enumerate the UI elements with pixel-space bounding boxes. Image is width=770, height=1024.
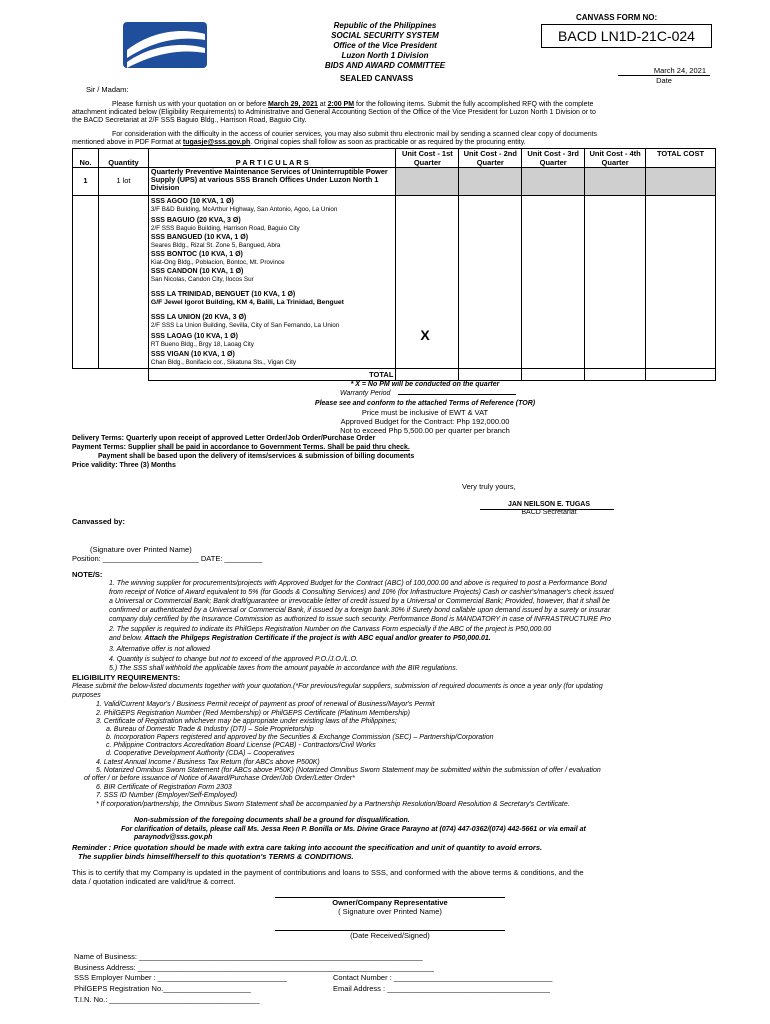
eligibility-intro-line-2: purposes	[72, 692, 101, 699]
canvassed-by-label: Canvassed by:	[72, 517, 125, 526]
org-line-5: BIDS AND AWARD COMMITTEE	[324, 61, 446, 70]
branch-name: SSS LA TRINIDAD, BENGUET (10 KVA, 1 Ø)	[150, 291, 296, 298]
owner-representative-label: Owner/Company Representative	[332, 898, 448, 907]
intro-line-2: attachment indicated below (Eligibility Requirements) to Administrative and General Accounting Section of the Office of the Vice President for Luzon North 1 Division or to	[72, 109, 596, 116]
reminder-line-1: Reminder : Price quotation should be made with extra care taking into account the specification and unit of quantity to avoid errors.	[72, 843, 543, 852]
table-header-row	[73, 149, 716, 168]
eligibility-item: 2. PhilGEPS Registration Number (Red Membership) or PhilGEPS Certificate (Platinum Membership)	[96, 710, 410, 717]
branch-address: 2/F SSS Baguio Building, Harrison Road, Baguio City	[150, 225, 300, 232]
branch-name: SSS AGOO (10 KVA, 1 Ø)	[150, 198, 234, 205]
certify-line-1: This is to certify that my Company is updated in the payment of contributions and loans to SSS, and conformed with the above terms & conditions, and the	[72, 868, 584, 877]
eligibility-subitem: b. Incorporation Papers registered and approved by the Securities & Exchange Commission (SEC) – Partnership/Corporation	[106, 734, 494, 741]
clarification-note: For clarification of details, please call Ms. Jessa Reen P. Bonilla or Ms. Divine Grace Parayno at (074) 447-0362/(074) 442-5661 or via email at	[121, 826, 586, 833]
warranty-label: Warranty Period	[340, 390, 391, 397]
intro-text: . Original copies shall follow as soon as practicable or as required by the procuring entity.	[250, 139, 526, 146]
q1-total-cell[interactable]	[396, 369, 459, 381]
branch-name: SSS BAGUIO (20 KVA, 3 Ø)	[150, 217, 241, 224]
business-address-field[interactable]: Business Address: _______________________________________________________________________	[74, 963, 434, 972]
org-line-3: Office of the Vice President	[333, 41, 437, 50]
note-5: 5.) The SSS shall withhold the applicable taxes from the amount payable in accordance with the BIR regulations.	[109, 665, 458, 672]
branch-address: San Nicolas, Candon City, Ilocos Sur	[150, 276, 254, 283]
eligibility-item: 7. SSS ID Number (Employer/Self-Employed)	[96, 792, 238, 799]
eligibility-item-continued: of offer / or before issuance of Notice of Award/Purchase Order/Job Order/Letter Order*	[84, 775, 355, 782]
sss-logo	[123, 22, 207, 68]
exceed-note: Not to exceed Php 5,500.00 per quarter per branch	[340, 426, 510, 435]
intro-text: for the following items. Submit the fully accomplished RFQ with the complete	[354, 101, 594, 108]
eligibility-item: 3. Certificate of Registration whichever may be appropriate under existing laws of the Philippines;	[96, 718, 397, 725]
org-line-1: Republic of the Philippines	[333, 21, 437, 30]
intro-text: at	[317, 101, 328, 108]
branch-address: Kiat-Ong Bldg., Poblacion, Bontoc, Mt. Province	[150, 259, 285, 266]
total-cost-cell[interactable]	[646, 168, 716, 196]
sss-logo-icon	[123, 22, 207, 68]
note-1-line-1: 1. The winning supplier for procurements/projects with Approved Budget for the Contract (ABC) of 100,000.00 and above is required to post a Performance Bond	[109, 580, 607, 587]
branch-name: SSS LA UNION (20 KVA, 3 Ø)	[150, 314, 247, 321]
intro-paragraph-2: For consideration with the difficulty in the access of courier services, you may also submit thru electronic mail by sending a scanned clear copy of documents	[112, 131, 598, 138]
empty-cell	[73, 196, 99, 369]
col-q1-header: Unit Cost - 1st Quarter	[396, 149, 459, 168]
eligibility-item: 5. Notarized Omnibus Sworn Statement (for ABCs above P50K) (Notarized Omnibus Sworn Statement may be submitted within the submission of offer / evaluation	[96, 767, 601, 774]
signatory-title: BACD Secretariat	[521, 509, 577, 516]
eligibility-subitem: d. Cooperative Development Authority (CDA) – Cooperatives	[106, 750, 295, 757]
q2-cost-cell[interactable]	[459, 168, 522, 196]
note-1-line-4: confirmed or authenticated by a Universal or Commercial Bank, if issued by a foreign bank.30% if Surety bond callable upon demand issued by a surety or insurar	[109, 607, 611, 614]
email-address-field[interactable]: Email Address : _______________________________________	[333, 984, 550, 993]
deadline-time: 2:00 PM	[327, 101, 355, 108]
col-no-header: No.	[73, 149, 99, 168]
note-1-line-5: company duly certified by the Insurance Commission as authorized to issue such security. Performance Bond is MANDATORY in case of INFRASTRUCTURE Pro	[109, 616, 611, 623]
payment-basis: Payment shall be based upon the delivery of items/services & submission of billing documents	[98, 453, 415, 460]
note-4: 4. Quantity is subject to change but not to exceed of the approved P.O./J.O./L.O.	[109, 656, 358, 663]
payment-terms-detail: shall be paid in accordance to Government Terms. Shall be paid thru check.	[157, 444, 410, 451]
philgeps-requirement: Attach the Philgeps Registration Certificate if the project is with ABC equal and/or greater to P50,000.01.	[144, 635, 491, 642]
intro-text: Please furnish us with your quotation on or before	[112, 101, 269, 108]
eligibility-subitem: a. Bureau of Domestic Trade & Industry (DTI) – Sole Proprietorship	[106, 726, 314, 733]
eligibility-item: * If corporation/partnership, the Omnibus Sworn Statement shall be accompanied by a Partnership Resolution/Board Resolution & Secretary's Certificate.	[96, 801, 570, 808]
intro-paragraph-1	[112, 101, 593, 109]
name-of-business-field[interactable]: Name of Business: ____________________________________________________________________	[74, 952, 423, 961]
q2-total-cell[interactable]	[459, 369, 522, 381]
notes-heading: NOTE/S:	[72, 570, 103, 579]
q3-cost-cell[interactable]	[522, 168, 585, 196]
note-1-line-2: from receipt of Notice of Award equivalent to 5% (for Goods & Consulting Services) and 10% (for Infrastructure Projects) Cash or cashier's/manager's check issued	[109, 589, 614, 596]
delivery-terms: Delivery Terms: Quarterly upon receipt of approved Letter Order/Job Order/Purchase Order	[72, 435, 376, 442]
item-quantity: 1 lot	[98, 168, 148, 196]
item-number: 1	[73, 168, 99, 196]
canvass-form-label: CANVASS FORM NO:	[576, 13, 658, 22]
note-2-line-1: 2. The supplier is required to indicate its PhilGeps Registration Number on the Canvass Form especially if the ABC of the project is P50,000.00	[109, 626, 552, 633]
disqualification-note: Non-submission of the foregoing documents shall be a ground for disqualification.	[134, 817, 410, 824]
vat-note: Price must be inclusive of EWT & VAT	[361, 408, 489, 417]
eligibility-item: 6. BIR Certificate of Registration Form 2303	[96, 784, 232, 791]
date-value: March 24, 2021	[653, 66, 706, 75]
q3-cost-cell[interactable]	[522, 196, 585, 369]
branch-name: SSS BANGUED (10 KVA, 1 Ø)	[150, 234, 249, 241]
total-cost-cell[interactable]	[646, 196, 716, 369]
eligibility-intro: Please submit the below-listed documents together with your quotation.(*For previous/regular suppliers, submission of required documents is once a year only (for updating	[72, 683, 603, 690]
submission-email[interactable]: tugasje@sss.gov.ph	[182, 139, 251, 146]
eligibility-item: 4. Latest Annual Income / Business Tax Return (for ABCs above P500K)	[96, 759, 320, 766]
reminder-line-2: The supplier binds himself/herself to this quotation's TERMS & CONDITIONS.	[78, 852, 354, 861]
col-total-header: TOTAL COST	[646, 149, 716, 168]
sealed-canvass-title: SEALED CANVASS	[340, 74, 414, 83]
branch-name: SSS VIGAN (10 KVA, 1 Ø)	[150, 351, 235, 358]
col-q4-header: Unit Cost - 4th Quarter	[585, 149, 646, 168]
no-pm-mark: X	[420, 327, 430, 343]
q3-total-cell[interactable]	[522, 369, 585, 381]
clarification-email[interactable]: paraynodv@sss.gov.ph	[134, 834, 213, 841]
q1-cost-cell[interactable]	[396, 168, 459, 196]
branch-name: SSS LAOAG (10 KVA, 1 Ø)	[150, 333, 238, 340]
grand-total-cell[interactable]	[646, 369, 716, 381]
q2-cost-cell[interactable]	[459, 196, 522, 369]
intro-text: mentioned above in PDF Format at	[72, 139, 183, 146]
branch-address: Seares Bldg., Rizal St. Zone 5, Bangued, Abra	[150, 242, 281, 249]
canvasser-position-date[interactable]: Position: _______________________ DATE: _________	[72, 554, 263, 563]
eligibility-subitem: c. Philippine Contractors Accreditation Board License (PCAB) - Contractors/Civil Works	[106, 742, 376, 749]
note-3: 3. Alternative offer is not allowed	[109, 646, 210, 653]
table-row	[73, 196, 716, 369]
branch-locations	[148, 196, 395, 369]
sss-employer-number-field[interactable]: SSS Employer Number : _______________________________	[74, 973, 288, 982]
form-number: BACD LN1D-21C-024	[541, 24, 712, 48]
warranty-input-line[interactable]	[398, 394, 516, 395]
col-q2-header: Unit Cost - 2nd Quarter	[459, 149, 522, 168]
price-validity: Price validity: Three (3) Months	[72, 462, 176, 469]
deadline-date: March 29, 2021	[268, 101, 318, 108]
note-1-line-3: a Universal or Commercial Bank; Bank draft/guarantee or irrevocable letter of credit issued by a Universal or Commercial Bank; Provided, however, that it shall be	[109, 598, 610, 605]
branch-address: G/F Jewel Igorot Building, KM 4, Balili, La Trinidad, Benguet	[150, 299, 344, 306]
branch-address: 2/F SSS La Union Building, Sevilla, City of San Fernando, La Union	[150, 322, 340, 329]
col-particulars-header: P A R T I C U L A R S	[148, 149, 395, 168]
branch-name: SSS BONTOC (10 KVA, 1 Ø)	[150, 251, 243, 258]
empty-cell	[98, 196, 148, 369]
org-line-4: Luzon North 1 Division	[341, 51, 429, 60]
signatory-name: JAN NEILSON E. TUGAS	[507, 501, 591, 508]
branch-name: SSS CANDON (10 KVA, 1 Ø)	[150, 268, 244, 275]
org-header	[285, 21, 485, 71]
org-line-2: SOCIAL SECURITY SYSTEM	[331, 31, 439, 40]
contact-number-field[interactable]: Contact Number : ______________________________________	[333, 973, 553, 982]
eligibility-item: 1. Valid/Current Mayor's / Business Permit receipt of payment as proof of renewal of Business/Mayor's Permit	[96, 701, 435, 708]
branch-address: 3/F B&D Building, McArthur Highway, San Antonio, Agoo, La Union	[150, 206, 338, 213]
eligibility-heading: ELIGIBILITY REQUIREMENTS:	[72, 673, 181, 682]
payment-terms	[72, 444, 410, 452]
empty-cell	[98, 369, 148, 381]
empty-cell	[73, 369, 99, 381]
tor-note: Please see and conform to the attached Terms of Reference (TOR)	[314, 400, 536, 407]
canvass-table	[72, 148, 716, 381]
date-received-label: (Date Received/Signed)	[350, 931, 430, 940]
table-total-row	[73, 369, 716, 381]
no-pm-note: * X = No PM will be conducted on the quarter	[350, 381, 500, 388]
q4-cost-cell[interactable]	[585, 168, 646, 196]
intro-line-3: the BACD Secretariat at 2/F SSS Baguio Bldg., Harrison Road, Baguio City.	[72, 117, 307, 124]
date-label: Date	[656, 76, 672, 85]
philgeps-registration-field[interactable]: PhilGEPS Registration No._____________________	[74, 984, 251, 993]
q4-cost-cell[interactable]	[585, 196, 646, 369]
branch-address: RT Bueno Bldg., Brgy 18, Laoag City	[150, 341, 254, 348]
salutation: Sir / Madam:	[86, 85, 129, 94]
intro-paragraph-2-line-2	[72, 139, 526, 147]
warranty-period	[340, 390, 516, 398]
table-row	[73, 168, 716, 196]
abc-note: Approved Budget for the Contract: Php 192,000.00	[340, 417, 510, 426]
item-description: Quarterly Preventive Maintenance Services of Uninterruptible Power Supply (UPS) at various SSS Branch Offices Under Luzon North 1 Division	[148, 168, 395, 196]
col-q3-header: Unit Cost - 3rd Quarter	[522, 149, 585, 168]
note-text: and below.	[109, 635, 145, 642]
branch-address: Chan Bldg., Bonifacio cor., Sikatuna Sts., Vigan City	[150, 359, 297, 366]
total-label: TOTAL	[148, 369, 395, 381]
col-quantity-header: Quantity	[98, 149, 148, 168]
note-2-line-2	[109, 635, 491, 643]
certify-line-2: data / quotation indicated are valid/true & correct.	[72, 877, 236, 886]
owner-signature-caption: ( Signature over Printed Name)	[338, 907, 442, 916]
canvasser-signature: (Signature over Printed Name)	[90, 545, 192, 554]
q4-total-cell[interactable]	[585, 369, 646, 381]
q1-cost-cell[interactable]	[396, 196, 459, 369]
payment-terms-label: Payment Terms: Supplier	[72, 444, 158, 451]
tin-field[interactable]: T.I.N. No.: ____________________________________	[74, 995, 260, 1004]
very-truly-yours: Very truly yours,	[462, 482, 516, 491]
